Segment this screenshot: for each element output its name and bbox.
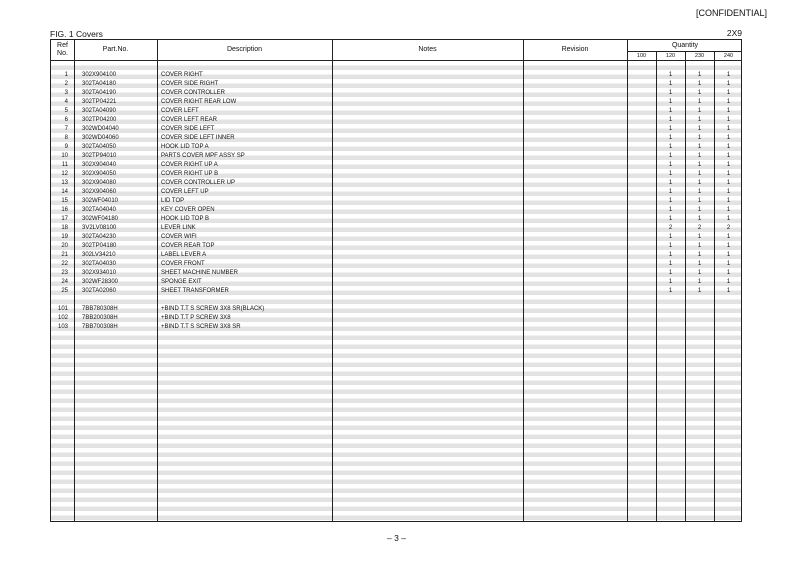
page-number: – 3 – (387, 533, 406, 543)
table-row (51, 233, 741, 242)
cell-qty-120: 1 (668, 99, 673, 105)
cell-qty-230: 1 (697, 162, 702, 168)
cell-part-no: 7BB200308H (82, 315, 118, 321)
cell-qty-230: 1 (697, 243, 702, 249)
cell-part-no: 302X904050 (82, 171, 117, 177)
col-header-qty-230: 230 (694, 53, 705, 59)
cell-qty-120: 1 (668, 180, 673, 186)
cell-qty-120: 1 (668, 234, 673, 240)
table-row (51, 98, 741, 107)
cell-qty-230: 1 (697, 90, 702, 96)
col-divider (656, 51, 657, 521)
cell-description: COVER REAR TOP (161, 243, 215, 249)
table-row (51, 224, 741, 233)
cell-description: SHEET TRANSFORMER (161, 288, 229, 294)
col-header-quantity: Quantity (671, 42, 699, 49)
cell-description: COVER FRONT (161, 261, 205, 267)
cell-description: COVER LEFT REAR (161, 117, 217, 123)
cell-qty-120: 1 (668, 171, 673, 177)
cell-qty-230: 1 (697, 135, 702, 141)
cell-ref: 1 (64, 72, 68, 78)
col-divider (332, 40, 333, 521)
col-divider (523, 40, 524, 521)
cell-qty-230: 1 (697, 288, 702, 294)
cell-qty-120: 1 (668, 72, 673, 78)
cell-ref: 6 (64, 117, 68, 123)
cell-part-no: 302X904100 (82, 72, 117, 78)
cell-qty-120: 1 (668, 243, 673, 249)
cell-description: HOOK LID TOP B (161, 216, 210, 222)
cell-qty-240: 1 (726, 189, 731, 195)
cell-description: +BIND T.T S SCREW 3X8 SR(BLACK) (161, 306, 265, 312)
cell-part-no: 302TA02060 (82, 288, 116, 294)
cell-qty-230: 1 (697, 180, 702, 186)
table-row (51, 323, 741, 332)
cell-part-no: 302TA04030 (82, 261, 116, 267)
table-row (51, 305, 741, 314)
table-header (51, 40, 741, 61)
cell-qty-230: 1 (697, 81, 702, 87)
cell-description: COVER RIGHT REAR LOW (161, 99, 237, 105)
cell-description: KEY COVER OPEN (161, 207, 215, 213)
table-row (51, 71, 741, 80)
cell-ref: 8 (64, 135, 68, 141)
cell-ref: 25 (61, 288, 68, 294)
row-spacer (51, 296, 741, 305)
cell-qty-120: 1 (668, 261, 673, 267)
table-body (51, 71, 741, 332)
cell-qty-120: 1 (668, 279, 673, 285)
cell-description: COVER RIGHT (161, 72, 203, 78)
table-row (51, 314, 741, 323)
cell-part-no: 302TP94010 (82, 153, 117, 159)
cell-ref: 17 (61, 216, 68, 222)
cell-qty-230: 1 (697, 198, 702, 204)
parts-table (50, 39, 742, 522)
cell-part-no: 302WD04060 (82, 135, 119, 141)
cell-qty-240: 1 (726, 126, 731, 132)
table-row (51, 197, 741, 206)
cell-qty-230: 1 (697, 126, 702, 132)
cell-qty-120: 1 (668, 153, 673, 159)
col-header-revision: Revision (561, 46, 589, 53)
cell-qty-230: 1 (697, 189, 702, 195)
cell-part-no: 302X904040 (82, 162, 117, 168)
cell-qty-240: 1 (726, 279, 731, 285)
cell-ref: 2 (64, 81, 68, 87)
col-header-qty-120: 120 (665, 53, 676, 59)
cell-qty-120: 1 (668, 108, 673, 114)
cell-description: HOOK LID TOP A (161, 144, 209, 150)
table-row (51, 278, 741, 287)
cell-qty-240: 2 (726, 225, 731, 231)
cell-qty-240: 1 (726, 153, 731, 159)
table-row (51, 206, 741, 215)
cell-qty-240: 1 (726, 171, 731, 177)
cell-qty-120: 1 (668, 126, 673, 132)
col-divider (157, 40, 158, 521)
cell-qty-230: 1 (697, 207, 702, 213)
cell-qty-120: 1 (668, 81, 673, 87)
table-row (51, 143, 741, 152)
cell-ref: 11 (61, 162, 68, 168)
cell-description: +BIND T.T S SCREW 3X8 SR (161, 324, 241, 330)
cell-qty-120: 1 (668, 117, 673, 123)
cell-description: COVER WIFI (161, 234, 197, 240)
table-row (51, 188, 741, 197)
cell-part-no: 302X904060 (82, 189, 117, 195)
cell-qty-230: 1 (697, 216, 702, 222)
cell-ref: 5 (64, 108, 68, 114)
cell-ref: 14 (61, 189, 68, 195)
table-row (51, 269, 741, 278)
cell-qty-120: 1 (668, 135, 673, 141)
cell-ref: 103 (57, 324, 68, 330)
cell-qty-230: 1 (697, 153, 702, 159)
cell-part-no: 302TP04180 (82, 243, 117, 249)
cell-qty-240: 1 (726, 162, 731, 168)
cell-part-no: 302TP04200 (82, 117, 117, 123)
cell-qty-120: 2 (668, 225, 673, 231)
cell-qty-240: 1 (726, 117, 731, 123)
cell-qty-120: 1 (668, 162, 673, 168)
col-divider (627, 40, 628, 521)
cell-ref: 7 (64, 126, 68, 132)
cell-part-no: 302TA04050 (82, 144, 116, 150)
col-header-qty-100: 100 (636, 53, 647, 59)
cell-qty-120: 1 (668, 189, 673, 195)
cell-qty-120: 1 (668, 90, 673, 96)
cell-qty-120: 1 (668, 207, 673, 213)
table-row (51, 80, 741, 89)
table-row (51, 125, 741, 134)
table-row (51, 116, 741, 125)
cell-ref: 22 (61, 261, 68, 267)
table-row (51, 134, 741, 143)
cell-qty-230: 1 (697, 171, 702, 177)
cell-qty-230: 1 (697, 279, 702, 285)
cell-part-no: 7BB700308H (82, 324, 118, 330)
col-divider (74, 40, 75, 521)
cell-part-no: 302TA04040 (82, 207, 116, 213)
table-row (51, 242, 741, 251)
cell-part-no: 302X904080 (82, 180, 117, 186)
cell-part-no: 302WD04040 (82, 126, 119, 132)
cell-description: COVER RIGHT UP A (161, 162, 218, 168)
cell-part-no: 302TA04230 (82, 234, 116, 240)
cell-qty-120: 1 (668, 252, 673, 258)
cell-qty-240: 1 (726, 216, 731, 222)
cell-qty-230: 2 (697, 225, 702, 231)
cell-description: SHEET MACHINE NUMBER (161, 270, 238, 276)
cell-description: LEVER LINK (161, 225, 196, 231)
cell-description: +BIND T.T P SCREW 3X8 (161, 315, 231, 321)
cell-qty-240: 1 (726, 252, 731, 258)
cell-part-no: 302TA04090 (82, 108, 116, 114)
cell-qty-240: 1 (726, 198, 731, 204)
cell-ref: 10 (61, 153, 68, 159)
cell-part-no: 302WF28300 (82, 279, 119, 285)
cell-ref: 24 (61, 279, 68, 285)
cell-description: COVER RIGHT UP B (161, 171, 219, 177)
cell-description: SPONGE EXIT (161, 279, 202, 285)
cell-ref: 18 (61, 225, 68, 231)
cell-qty-240: 1 (726, 144, 731, 150)
cell-part-no: 3V2LV08100 (82, 225, 117, 231)
cell-qty-230: 1 (697, 117, 702, 123)
cell-qty-240: 1 (726, 135, 731, 141)
cell-description: PARTS COVER MPF ASSY SP (161, 153, 245, 159)
cell-ref: 13 (61, 180, 68, 186)
confidential-label: [CONFIDENTIAL] (695, 8, 767, 18)
table-row (51, 107, 741, 116)
cell-description: COVER SIDE RIGHT (161, 81, 219, 87)
cell-ref: 12 (61, 171, 68, 177)
cell-ref: 16 (61, 207, 68, 213)
table-row (51, 251, 741, 260)
cell-qty-240: 1 (726, 81, 731, 87)
cell-qty-230: 1 (697, 72, 702, 78)
cell-qty-240: 1 (726, 72, 731, 78)
cell-ref: 101 (57, 306, 68, 312)
cell-part-no: 302TA04180 (82, 81, 116, 87)
col-header-description: Description (226, 46, 262, 53)
cell-qty-120: 1 (668, 198, 673, 204)
cell-qty-240: 1 (726, 261, 731, 267)
cell-description: COVER CONTROLLER (161, 90, 226, 96)
table-row (51, 179, 741, 188)
model-code: 2X9 (726, 28, 742, 38)
cell-part-no: 302WF04180 (82, 216, 119, 222)
cell-qty-240: 1 (726, 180, 731, 186)
cell-ref: 21 (61, 252, 68, 258)
cell-part-no: 302X934010 (82, 270, 117, 276)
cell-ref: 20 (61, 243, 68, 249)
col-header-qty-240: 240 (723, 53, 734, 59)
cell-ref: 4 (64, 99, 68, 105)
table-row (51, 152, 741, 161)
cell-qty-240: 1 (726, 234, 731, 240)
cell-qty-240: 1 (726, 90, 731, 96)
table-row (51, 260, 741, 269)
cell-qty-240: 1 (726, 243, 731, 249)
cell-ref: 102 (57, 315, 68, 321)
cell-qty-120: 1 (668, 288, 673, 294)
cell-description: LID TOP (161, 198, 185, 204)
cell-qty-120: 1 (668, 216, 673, 222)
cell-description: COVER LEFT (161, 108, 199, 114)
table-row (51, 161, 741, 170)
figure-title: FIG. 1 Covers (50, 29, 103, 39)
cell-qty-230: 1 (697, 144, 702, 150)
col-divider (685, 51, 686, 521)
cell-qty-240: 1 (726, 99, 731, 105)
cell-qty-240: 1 (726, 207, 731, 213)
cell-ref: 19 (61, 234, 68, 240)
table-row (51, 170, 741, 179)
cell-qty-230: 1 (697, 252, 702, 258)
cell-ref: 15 (61, 198, 68, 204)
cell-ref: 3 (64, 90, 68, 96)
cell-description: LABEL LEVER A (161, 252, 207, 258)
cell-qty-120: 1 (668, 270, 673, 276)
cell-part-no: 302TP04221 (82, 99, 117, 105)
cell-qty-230: 1 (697, 270, 702, 276)
cell-qty-240: 1 (726, 270, 731, 276)
cell-description: COVER LEFT UP (161, 189, 209, 195)
cell-qty-120: 1 (668, 144, 673, 150)
cell-part-no: 302WF04010 (82, 198, 119, 204)
cell-description: COVER SIDE LEFT INNER (161, 135, 235, 141)
cell-description: COVER CONTROLLER UP (161, 180, 236, 186)
cell-part-no: 7BB780308H (82, 306, 118, 312)
cell-part-no: 302LV34210 (82, 252, 116, 258)
cell-qty-240: 1 (726, 288, 731, 294)
cell-qty-230: 1 (697, 234, 702, 240)
table-row (51, 287, 741, 296)
cell-ref: 23 (61, 270, 68, 276)
cell-qty-230: 1 (697, 261, 702, 267)
cell-description: COVER SIDE LEFT (161, 126, 215, 132)
col-header-notes: Notes (418, 46, 437, 53)
cell-part-no: 302TA04190 (82, 90, 116, 96)
cell-qty-240: 1 (726, 108, 731, 114)
cell-ref: 9 (64, 144, 68, 150)
cell-qty-230: 1 (697, 99, 702, 105)
col-header-ref: Ref No. (57, 42, 68, 57)
table-row (51, 215, 741, 224)
cell-qty-230: 1 (697, 108, 702, 114)
col-header-part-no: Part.No. (102, 46, 129, 53)
col-divider (714, 51, 715, 521)
table-row (51, 89, 741, 98)
